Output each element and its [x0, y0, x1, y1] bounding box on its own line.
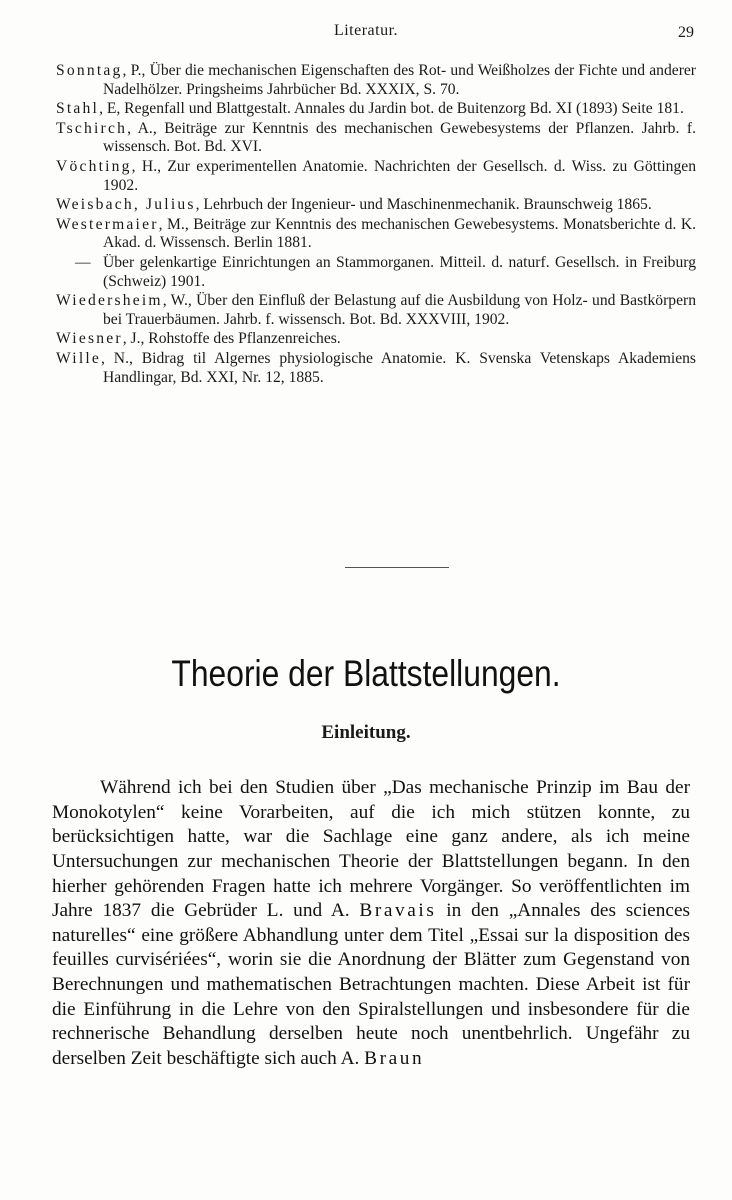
ditto-dash: —: [75, 253, 91, 271]
bibliography-entry: [56, 120, 696, 157]
bibliography-entry: [56, 350, 696, 387]
entry-text: , N., Bidrag til Algernes physiologische Anatomie. K. Svenska Vetenskaps Akademiens Handlingar, Bd. XXI, Nr. 12, 1885.: [101, 349, 696, 386]
entry-text: , M., Beiträge zur Kenntnis des mechanischen Gewebesystems. Monatsberichte d. K. Akad. d. Wissensch. Berlin 1881.: [103, 215, 696, 252]
entry-author: Westermaier: [56, 215, 159, 233]
entry-text: , J., Rohstoffe des Pflanzenreiches.: [122, 330, 341, 348]
bibliography-list: [56, 62, 696, 388]
bibliography-entry: [56, 330, 696, 349]
entry-text: , H., Zur experimentellen Anatomie. Nachrichten der Gesellsch. d. Wiss. zu Göttingen 1902.: [103, 157, 696, 194]
entry-author: Wiesner: [56, 330, 123, 348]
entry-text: , E, Regenfall und Blattgestalt. Annales du Jardin bot. de Buitenzorg Bd. XI (1893) Seite 181.: [99, 100, 684, 118]
bibliography-entry: [56, 292, 696, 329]
bibliography-entry: [56, 62, 696, 99]
entry-author: Vöchting: [56, 157, 132, 175]
bibliography-entry: [56, 216, 696, 253]
entry-author: Stahl: [56, 100, 100, 118]
paragraph-text: in den „Annales des sciences naturelles“ eine größere Abhandlung unter dem Titel „Essai sur la disposition des feuilles curvisériées“, worin sie die Anordnung der Blätter zum Gegenstand von Berechnungen und mathematischen Betrachtungen machten. Diese Arbeit ist für die Einführung in die Lehre von den Spiralstellungen und insbesondere für die rechnerische Behandlung derselben heute noch unentbehrlich. Ungefähr zu derselben Zeit beschäftigte sich auch A.: [52, 900, 690, 1069]
entry-text: , A., Beiträge zur Kenntnis des mechanischen Gewebesystems der Pflanzen. Jahrb. f. wissensch. Bot. Bd. XVI.: [103, 119, 696, 156]
entry-text: , Lehrbuch der Ingenieur- und Maschinenmechanik. Braunschweig 1865.: [195, 196, 652, 214]
bibliography-entry: [56, 158, 696, 195]
entry-author: Weisbach, Julius: [56, 196, 196, 214]
page-number: 29: [678, 24, 694, 41]
entry-text: , P., Über die mechanischen Eigenschaften des Rot- und Weißholzes der Fichte und anderer Nadelhölzer. Pringsheims Jahrbücher Bd. XXXIX, S. 70.: [103, 62, 696, 98]
bibliography-entry: [56, 100, 696, 119]
body-paragraph: [52, 776, 690, 1071]
section-divider: [345, 567, 449, 568]
entry-author: Tschirch: [56, 119, 128, 137]
running-head: [0, 22, 732, 46]
paragraph-text: Während ich bei den Studien über „Das mechanische Prinzip im Bau der Monokotylen“ keine Vorarbeiten, auf die ich mich stützen konnte, zu berücksichtigen hatte, war die Sachlage eine ganz andere, als ich meine Untersuchungen zur mechanischen Theorie der Blattstellungen begann. In den hierher gehörenden Fragen hatte ich mehrere Vorgänger. So veröffentlichten im Jahre 1837 die Gebrüder L. und A.: [52, 777, 690, 922]
entry-text: , W., Über den Einfluß der Belastung auf die Ausbildung von Holz- und Bastkörpern bei Trauerbäumen. Jahrb. f. wissensch. Bot. Bd. XXXVIII, 1902.: [103, 292, 696, 328]
chapter-title: Theorie der Blattstellungen.: [171, 653, 561, 694]
author-name: Bravais: [359, 900, 437, 922]
entry-author: Wiedersheim: [56, 292, 163, 310]
running-head-title: Literatur.: [333, 22, 399, 39]
bibliography-entry: [56, 254, 696, 291]
entry-author: Wille: [56, 349, 102, 367]
section-heading: Einleitung.: [321, 722, 411, 743]
author-name: Braun: [364, 1047, 425, 1069]
entry-author: Sonntag: [56, 62, 123, 79]
bibliography-entry: [56, 196, 696, 215]
entry-text: Über gelenkartige Einrichtungen an Stammorganen. Mitteil. d. naturf. Gesellsch. in Freiburg (Schweiz) 1901.: [103, 253, 696, 290]
